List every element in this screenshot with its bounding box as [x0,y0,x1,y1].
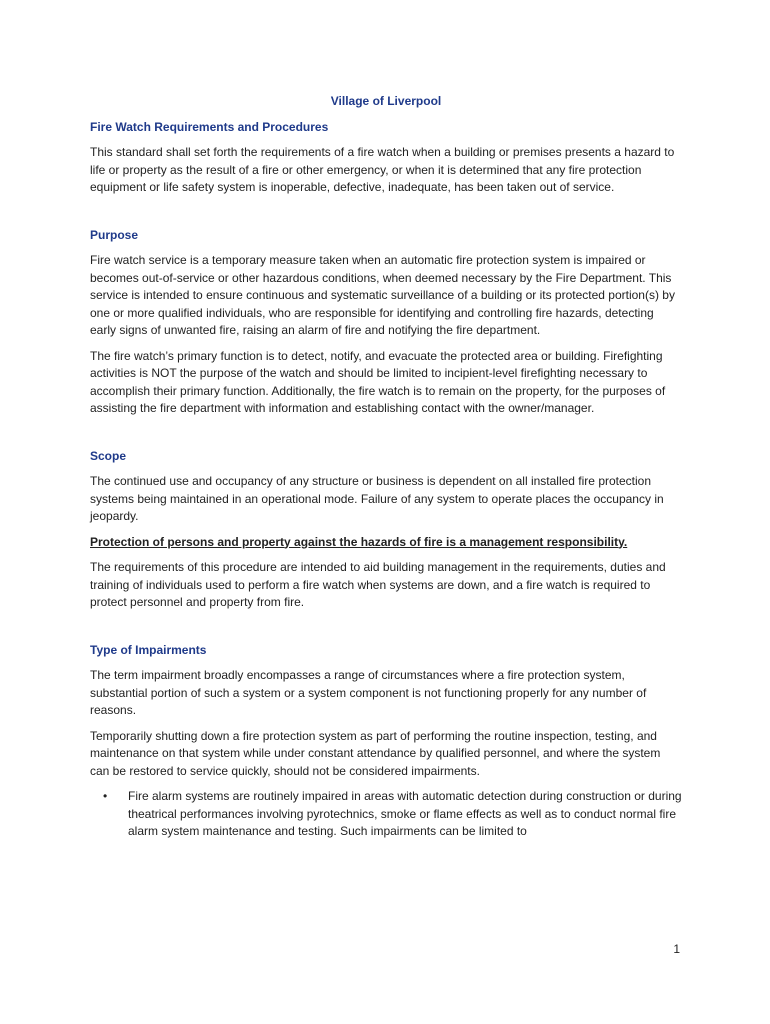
intro-paragraph: This standard shall set forth the requirements of a fire watch when a building or premises presents a hazard to life or property as the result of a fire or other emergency, or when it is determined that any fire protection equipment or life safety system is inoperable, defective, inadequate, has been taken out of service. [90,145,675,194]
section-gap [90,426,682,448]
purpose-heading: Purpose [90,227,139,242]
impairments-paragraph-2: Temporarily shutting down a fire protection system as part of performing the routine inspection, testing, and maintenance on that system while under constant attendance by qualified personnel, and where the system can be restored to service quickly, should not be considered impairments. [90,728,661,778]
impairments-bullet-list [90,788,682,841]
list-item [90,788,682,841]
scope-emphasis: Protection of persons and property against the hazards of fire is a management responsibility. [90,534,628,549]
impairments-heading: Type of Impairments [90,642,207,657]
section-gap [90,620,682,642]
purpose-paragraph-1: Fire watch service is a temporary measure taken when an automatic fire protection system is impaired or becomes out-of-service or other hazardous conditions, when deemed necessary by the Fire Department. This service is intended to ensure continuous and systematic surveillance of a building or its protected portion(s) by one or more qualified individuals, who are responsible for identifying and controlling fire hazards, detecting early signs of unwanted fire, raising an alarm of fire and notifying the fire department. [90,253,675,337]
document-heading: Fire Watch Requirements and Procedures [90,119,329,134]
bullet-icon: • [103,789,108,803]
document-body [90,93,682,841]
impairments-paragraph-1: The term impairment broadly encompasses a range of circumstances where a fire protection system, substantial portion of such a system or a system component is not functioning properly for any number of reasons. [90,668,647,717]
bullet-text: Fire alarm systems are routinely impaired in areas with automatic detection during construction or during theatrical performances involving pyrotechnics, smoke or flame effects as well as to conduct normal fire alarm system maintenance and testing. Such impairments can be limited to [128,789,682,838]
section-gap [90,205,682,227]
scope-heading: Scope [90,448,127,463]
page-number: 1 [673,942,680,956]
scope-paragraph-1: The continued use and occupancy of any structure or business is dependent on all installed fire protection systems being maintained in an operational mode. Failure of any system to operate places the occupancy in jeopardy. [90,474,664,523]
scope-paragraph-2: The requirements of this procedure are intended to aid building management in the requirements, duties and training of individuals used to perform a fire watch when systems are down, and a fire watch is required to protect personnel and property from fire. [90,560,666,609]
purpose-paragraph-2: The fire watch’s primary function is to detect, notify, and evacuate the protected area or building. Firefighting activities is NOT the purpose of the watch and should be limited to incipient-level firefighting necessary to accomplish their primary function. Additionally, the fire watch is to remain on the property, for the purposes of assisting the fire department with information and establishing contact with the owner/manager. [90,348,666,415]
document-title: Village of Liverpool [330,94,442,108]
